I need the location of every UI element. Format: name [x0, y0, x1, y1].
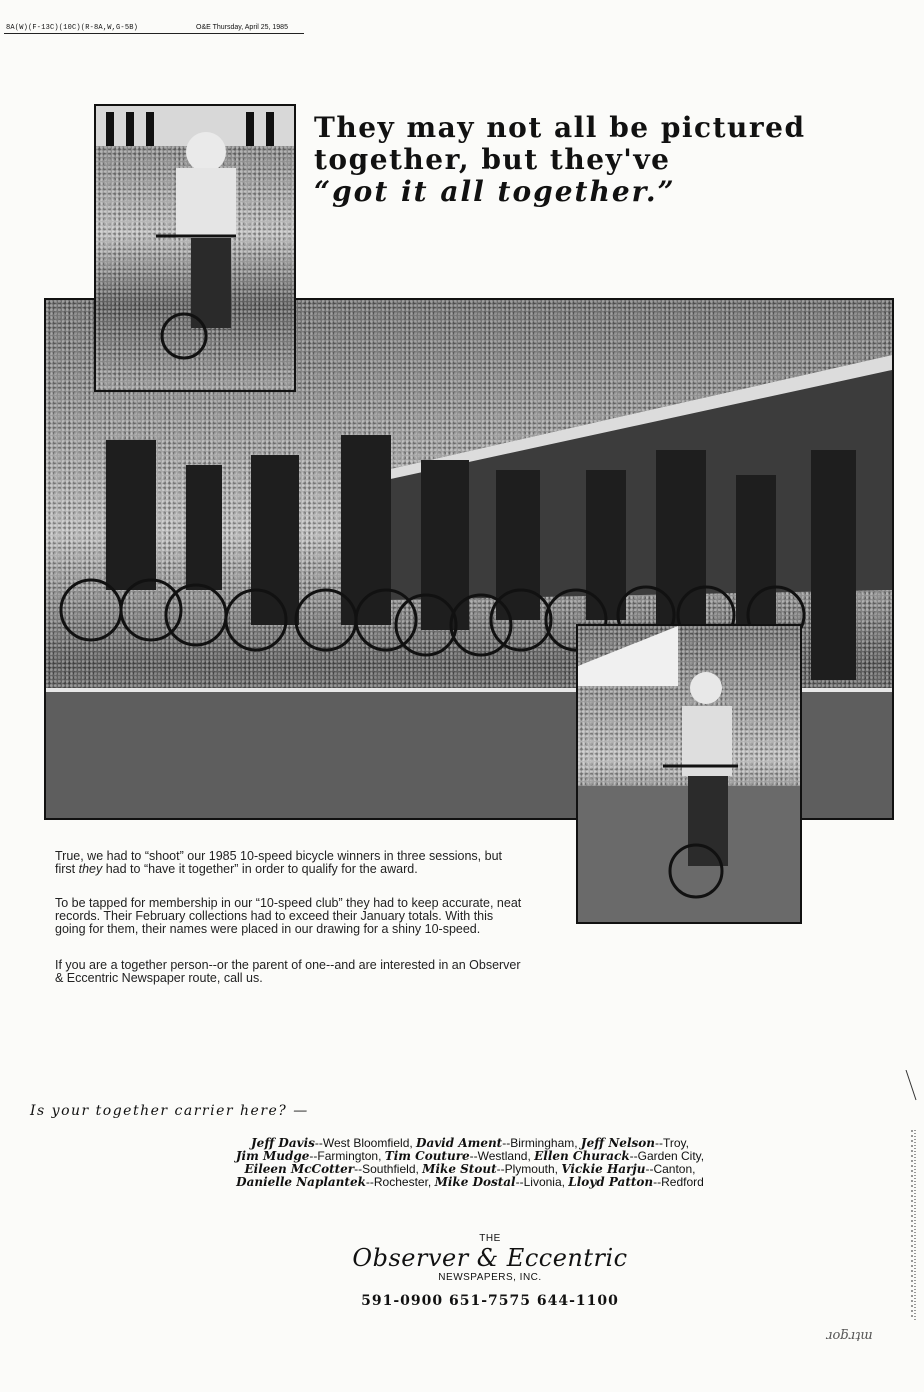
- carrier-name: David Ament: [416, 1136, 503, 1150]
- carrier-name: Eileen McCotter: [244, 1162, 355, 1176]
- carrier-name: Mike Stout: [422, 1162, 497, 1176]
- top-photo-art: [96, 106, 294, 390]
- carrier-place: --Birmingham,: [502, 1136, 581, 1150]
- p3-text: If you are a together person--or the parent of one--and are interested in an Observer & Eccentric Newspaper route, call us.: [55, 958, 521, 985]
- headline-line-1: They may not all be pictured: [314, 111, 806, 144]
- carrier-place: --Rochester,: [365, 1175, 435, 1189]
- carrier-place: --Garden City,: [629, 1149, 705, 1163]
- carrier-list: [190, 1137, 750, 1189]
- p1-end: had to “have it together” in order to qualify for the award.: [102, 862, 418, 876]
- newspaper-logo-block: [300, 1233, 680, 1309]
- handwritten-mark: ɹoƃɹʇɯ: [826, 1328, 873, 1343]
- body-paragraph-1: [55, 850, 525, 876]
- bottom-photo-art: [578, 626, 800, 922]
- header-rule: [4, 33, 304, 34]
- phone-numbers: 591-0900 651-7575 644-1100: [361, 1293, 619, 1309]
- body-paragraph-2: [55, 897, 525, 936]
- carrier-name: Danielle Naplantek: [236, 1175, 366, 1189]
- carrier-place: --Westland,: [469, 1149, 535, 1163]
- photo-single-rider-top: [94, 104, 296, 392]
- carrier-name: Ellen Churack: [534, 1149, 630, 1163]
- running-head: O&E Thursday, April 25, 1985: [196, 24, 288, 31]
- carrier-place: --Canton,: [645, 1162, 696, 1176]
- body-paragraph-3: [55, 959, 525, 985]
- carrier-name: Mike Dostal: [434, 1175, 516, 1189]
- logo-the: THE: [479, 1233, 501, 1244]
- carrier-line-4: [190, 1176, 750, 1189]
- page-edge-marks: [900, 1070, 918, 1340]
- carrier-name: Jeff Nelson: [580, 1136, 655, 1150]
- logo-subtitle: NEWSPAPERS, INC.: [438, 1272, 542, 1283]
- carrier-name: Jeff Davis: [251, 1136, 315, 1150]
- carrier-place: --Plymouth,: [496, 1162, 562, 1176]
- carrier-place: --West Bloomfield,: [314, 1136, 417, 1150]
- carrier-place: --Troy,: [654, 1136, 689, 1150]
- headline-line-2: together, but they've: [314, 143, 671, 176]
- p2-text: To be tapped for membership in our “10-speed club” they had to keep accurate, neat records. Their February collections had to exceed their January totals. With this going for them, their names were placed in our drawing for a shiny 10-speed.: [55, 896, 522, 936]
- headline: [314, 112, 874, 208]
- carrier-heading: Is your together carrier here? —: [30, 1103, 309, 1119]
- carrier-name: Tim Couture: [384, 1149, 470, 1163]
- carrier-place: --Livonia,: [515, 1175, 569, 1189]
- p1-emphasis: they: [78, 862, 103, 876]
- headline-line-3: “got it all together.”: [314, 175, 676, 208]
- carrier-name: Jim Mudge: [235, 1149, 310, 1163]
- carrier-name: Lloyd Patton: [568, 1175, 654, 1189]
- photo-single-rider-bottom: [576, 624, 802, 924]
- logo-name: Observer & Eccentric: [352, 1244, 628, 1272]
- carrier-name: Vickie Harju: [561, 1162, 646, 1176]
- header-code: 8A(W)(F-13C)(10C)(R-8A,W,G-5B): [6, 24, 139, 32]
- carrier-place: --Redford: [653, 1175, 704, 1189]
- p1-start: True, we had to “shoot” our 1985 10-speed bicycle winners in three sessions, but first: [55, 849, 503, 876]
- carrier-place: --Southfield,: [354, 1162, 423, 1176]
- carrier-place: --Farmington,: [309, 1149, 385, 1163]
